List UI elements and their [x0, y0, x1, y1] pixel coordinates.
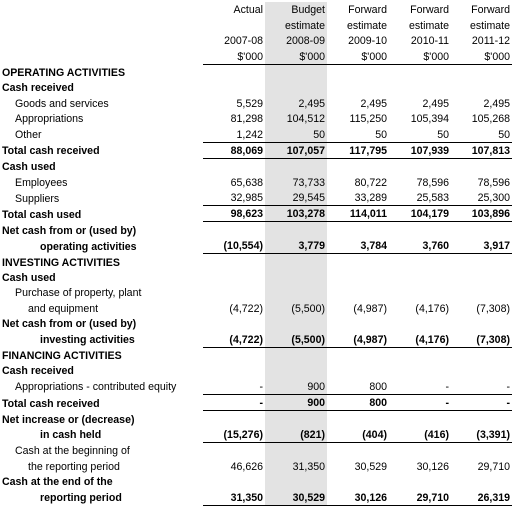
value-cell: [203, 285, 265, 300]
header-row: [0, 17, 512, 32]
row-label: reporting period: [40, 492, 122, 504]
column-header: Forward: [348, 4, 387, 17]
table-row: [0, 427, 512, 443]
value-cell: [327, 222, 389, 238]
table-row: [0, 111, 512, 126]
value-cell: (4,722): [203, 331, 265, 347]
value-cell: (4,722): [229, 302, 263, 315]
value-cell: [265, 158, 327, 174]
value-cell: [203, 347, 265, 363]
value-cell: [451, 347, 512, 363]
table-row: [0, 142, 512, 158]
row-label: Cash received: [2, 365, 74, 378]
table-row: [0, 300, 512, 315]
row-label: Total cash used: [2, 208, 82, 221]
value-cell: [203, 411, 265, 427]
value-cell: 800: [369, 380, 387, 393]
value-cell: [203, 222, 265, 238]
column-header: 2011-12: [471, 35, 510, 48]
row-label: Net cash from or (used by): [2, 224, 137, 237]
table-row: [0, 80, 512, 95]
column-header: estimate: [346, 19, 387, 32]
row-label: Purchase of property, plant: [15, 287, 142, 300]
column-header: $'000: [389, 48, 451, 64]
value-cell: 2,495: [422, 97, 449, 110]
value-cell: [327, 442, 389, 458]
value-cell: 900: [265, 378, 327, 394]
row-label: Appropriations: [15, 113, 84, 126]
value-cell: 25,300: [477, 192, 510, 205]
column-header: [203, 17, 265, 32]
value-cell: [265, 442, 327, 458]
value-cell: [327, 411, 389, 427]
value-cell: 3,779: [265, 238, 327, 254]
column-header: 2008-09: [265, 33, 327, 48]
value-cell: (4,987): [327, 331, 389, 347]
table-row: [0, 394, 512, 410]
value-cell: (4,176): [415, 302, 449, 315]
row-label: OPERATING ACTIVITIES: [2, 66, 126, 79]
value-cell: [327, 363, 389, 378]
value-cell: 98,623: [203, 206, 265, 222]
column-header: 2007-08: [224, 35, 263, 48]
row-label: Cash used: [2, 161, 56, 174]
table-row: [0, 347, 512, 363]
value-cell: 31,350: [203, 489, 265, 505]
value-cell: [265, 363, 327, 378]
value-cell: 104,179: [389, 206, 451, 222]
value-cell: 114,011: [327, 206, 389, 222]
row-label: Cash used: [2, 272, 56, 285]
value-cell: 105,394: [410, 113, 449, 126]
value-cell: [389, 270, 451, 285]
value-cell: [451, 442, 512, 458]
value-cell: 107,057: [265, 142, 327, 158]
row-label: Total cash received: [2, 397, 100, 410]
value-cell: 78,596: [416, 176, 449, 189]
value-cell: [265, 80, 327, 95]
value-cell: [389, 254, 451, 270]
value-cell: 33,289: [354, 192, 387, 205]
value-cell: 88,069: [203, 142, 265, 158]
value-cell: [389, 347, 451, 363]
table-row: [0, 474, 512, 489]
value-cell: (5,500): [265, 300, 327, 315]
value-cell: [265, 347, 327, 363]
row-label: Net cash from or (used by): [2, 318, 137, 331]
value-cell: [265, 64, 327, 80]
table-row: [0, 64, 512, 80]
value-cell: 50: [265, 126, 327, 142]
value-cell: [389, 411, 451, 427]
value-cell: 30,529: [265, 489, 327, 505]
value-cell: [389, 363, 451, 378]
value-cell: -: [451, 394, 512, 410]
value-cell: 30,126: [416, 460, 449, 473]
row-label: Cash at the beginning of: [15, 445, 130, 458]
header-label-cell: [0, 17, 203, 32]
value-cell: (416): [389, 427, 451, 443]
value-cell: [389, 285, 451, 300]
value-cell: [451, 411, 512, 427]
value-cell: [265, 285, 327, 300]
value-cell: [327, 254, 389, 270]
value-cell: [389, 80, 451, 95]
row-label: Cash received: [2, 82, 74, 95]
value-cell: [327, 80, 389, 95]
table-row: [0, 316, 512, 331]
value-cell: 2,495: [483, 97, 510, 110]
header-row: [0, 2, 512, 17]
value-cell: (10,554): [203, 238, 265, 254]
value-cell: [327, 285, 389, 300]
value-cell: 46,626: [230, 460, 263, 473]
value-cell: (15,276): [203, 427, 265, 443]
value-cell: (3,391): [451, 427, 512, 443]
value-cell: [451, 158, 512, 174]
value-cell: [451, 270, 512, 285]
value-cell: (4,176): [389, 331, 451, 347]
value-cell: 900: [265, 394, 327, 410]
value-cell: (4,987): [353, 302, 387, 315]
value-cell: 3,760: [389, 238, 451, 254]
table-row: [0, 285, 512, 300]
value-cell: 5,529: [236, 97, 263, 110]
table-row: [0, 95, 512, 110]
value-cell: [203, 158, 265, 174]
row-label: Goods and services: [15, 97, 109, 110]
value-cell: [327, 64, 389, 80]
row-label: Appropriations - contributed equity: [15, 381, 177, 394]
row-label: operating activities: [40, 240, 137, 253]
column-header: 2010-11: [410, 35, 449, 48]
value-cell: [389, 158, 451, 174]
value-cell: 29,545: [265, 190, 327, 206]
value-cell: [451, 285, 512, 300]
value-cell: (7,308): [451, 331, 512, 347]
value-cell: [451, 316, 512, 331]
header-label-cell: [0, 33, 203, 48]
value-cell: -: [203, 394, 265, 410]
value-cell: 107,813: [451, 142, 512, 158]
value-cell: [389, 316, 451, 331]
value-cell: [203, 64, 265, 80]
value-cell: [451, 80, 512, 95]
cash-flow-table-body: [0, 2, 512, 505]
row-label: Net increase or (decrease): [2, 413, 135, 426]
column-header: estimate: [408, 19, 449, 32]
header-row: [0, 48, 512, 64]
column-header: Forward: [471, 4, 510, 17]
value-cell: -: [445, 380, 449, 393]
value-cell: 50: [375, 128, 387, 141]
cash-flow-table: [0, 2, 512, 506]
column-header: 2009-10: [348, 35, 387, 48]
value-cell: (5,500): [265, 331, 327, 347]
table-row: [0, 411, 512, 427]
column-header: $'000: [265, 48, 327, 64]
value-cell: [389, 442, 451, 458]
row-label: and equipment: [28, 302, 99, 315]
table-row: [0, 158, 512, 174]
value-cell: 65,638: [230, 176, 263, 189]
column-header: $'000: [451, 48, 512, 64]
value-cell: 117,795: [327, 142, 389, 158]
value-cell: [203, 80, 265, 95]
value-cell: 78,596: [477, 176, 510, 189]
table-row: [0, 489, 512, 505]
column-header: estimate: [469, 19, 510, 32]
table-row: [0, 190, 512, 206]
value-cell: 115,250: [349, 113, 387, 126]
row-label: Total cash received: [2, 145, 100, 158]
value-cell: 50: [498, 128, 510, 141]
value-cell: 80,722: [354, 176, 387, 189]
table-row: [0, 331, 512, 347]
value-cell: 29,710: [389, 489, 451, 505]
value-cell: [451, 222, 512, 238]
value-cell: [203, 270, 265, 285]
value-cell: 73,733: [265, 174, 327, 189]
value-cell: -: [506, 380, 510, 393]
table-row: [0, 270, 512, 285]
table-row: [0, 378, 512, 394]
value-cell: [265, 316, 327, 331]
value-cell: [451, 474, 512, 489]
value-cell: -: [389, 394, 451, 410]
header-label-cell: [0, 48, 203, 64]
value-cell: [265, 270, 327, 285]
value-cell: [389, 474, 451, 489]
value-cell: 800: [327, 394, 389, 410]
row-label: Suppliers: [15, 192, 60, 205]
header-label-cell: [0, 2, 203, 17]
value-cell: [389, 222, 451, 238]
value-cell: -: [259, 380, 263, 393]
value-cell: 3,917: [451, 238, 512, 254]
value-cell: [327, 474, 389, 489]
value-cell: 30,126: [327, 489, 389, 505]
value-cell: [203, 316, 265, 331]
value-cell: 1,242: [236, 128, 263, 141]
value-cell: 107,939: [389, 142, 451, 158]
value-cell: [203, 254, 265, 270]
table-row: [0, 222, 512, 238]
row-label: Other: [15, 129, 42, 142]
column-header: $'000: [327, 48, 389, 64]
value-cell: [451, 363, 512, 378]
row-label: FINANCING ACTIVITIES: [2, 349, 122, 362]
value-cell: [389, 64, 451, 80]
row-label: in cash held: [40, 429, 102, 442]
value-cell: [327, 158, 389, 174]
row-label: the reporting period: [28, 460, 120, 473]
column-header: Budget: [265, 2, 327, 17]
value-cell: (821): [265, 427, 327, 443]
column-header: estimate: [265, 17, 327, 32]
column-header: Actual: [233, 4, 263, 17]
column-header: $'000: [203, 48, 265, 64]
value-cell: [451, 254, 512, 270]
row-label: investing activities: [40, 334, 135, 347]
value-cell: 105,268: [471, 113, 510, 126]
value-cell: 50: [437, 128, 449, 141]
value-cell: (7,308): [476, 302, 510, 315]
row-label: Employees: [15, 176, 68, 189]
value-cell: [327, 316, 389, 331]
value-cell: [203, 363, 265, 378]
value-cell: 31,350: [265, 458, 327, 473]
value-cell: 3,784: [327, 238, 389, 254]
table-row: [0, 442, 512, 458]
value-cell: [265, 411, 327, 427]
table-row: [0, 363, 512, 378]
value-cell: 104,512: [265, 111, 327, 126]
value-cell: 25,583: [416, 192, 449, 205]
value-cell: 26,319: [451, 489, 512, 505]
value-cell: [451, 64, 512, 80]
table-row: [0, 238, 512, 254]
table-row: [0, 254, 512, 270]
value-cell: [265, 222, 327, 238]
value-cell: [265, 254, 327, 270]
value-cell: 2,495: [265, 95, 327, 110]
header-row: [0, 33, 512, 48]
value-cell: 29,710: [477, 460, 510, 473]
value-cell: 2,495: [360, 97, 387, 110]
column-header: Forward: [410, 4, 449, 17]
value-cell: 81,298: [230, 113, 263, 126]
table-row: [0, 458, 512, 473]
value-cell: 30,529: [354, 460, 387, 473]
value-cell: 32,985: [230, 192, 263, 205]
value-cell: [203, 442, 265, 458]
table-row: [0, 126, 512, 142]
value-cell: 103,278: [265, 206, 327, 222]
row-label: Cash at the end of the: [2, 476, 113, 489]
table-row: [0, 174, 512, 189]
value-cell: (404): [327, 427, 389, 443]
row-label: INVESTING ACTIVITIES: [2, 256, 120, 269]
value-cell: 103,896: [451, 206, 512, 222]
value-cell: [327, 347, 389, 363]
value-cell: [327, 270, 389, 285]
table-row: [0, 206, 512, 222]
value-cell: [203, 474, 265, 489]
value-cell: [265, 474, 327, 489]
